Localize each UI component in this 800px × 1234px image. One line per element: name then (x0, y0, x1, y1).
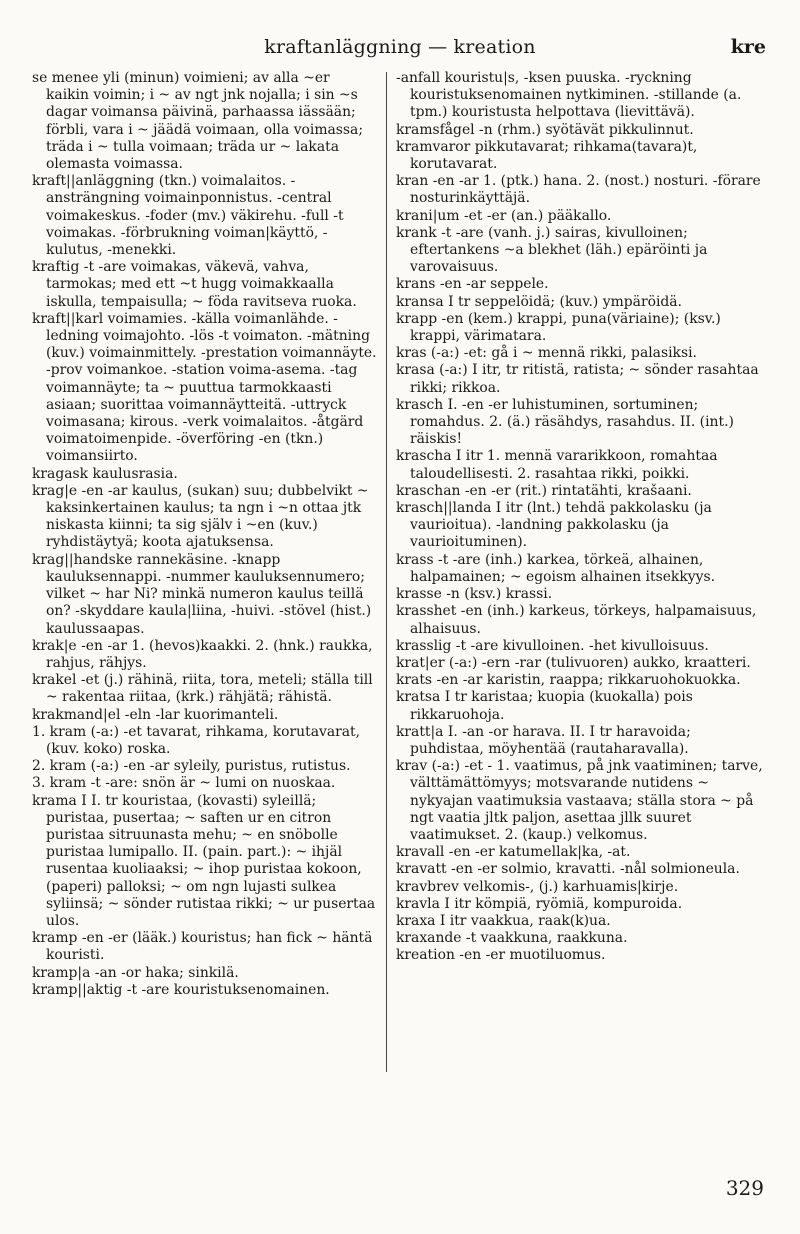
dictionary-entry: kran -en -ar 1. (ptk.) hana. 2. (nost.) nosturi. -förare nosturinkäyttäjä. (396, 173, 761, 207)
dictionary-entry: krasch I. -en -er luhistuminen, sortuminen; romahdus. 2. (ä.) räsähdys, rasahdus. II. (int.) räiskis! (396, 396, 734, 448)
dictionary-entry: kraxande -t vaakkuna, raakkuna. (396, 930, 628, 947)
dictionary-entry: krasse -n (ksv.) krassi. (396, 586, 553, 603)
page-number: 329 (725, 1176, 764, 1200)
dictionary-entry: krakel -et (j.) rähinä, riita, tora, meteli; ställa till ~ rakentaa riitaa, (krk.) rähjätä; rähistä. (32, 672, 373, 706)
dictionary-entry: krans -en -ar seppele. (396, 276, 549, 293)
dictionary-entry: krat|er (-a:) -ern -rar (tulivuoren) aukko, kraatteri. (396, 654, 751, 671)
dictionary-entry: kratt|a I. -an -or harava. II. I tr haravoida; puhdistaa, möyhentää (rautaharavalla). (396, 723, 691, 757)
dictionary-entry: kramvaror pikkutavarat; rihkama(tavara)t, korutavarat. (396, 138, 698, 173)
dictionary-entry: krasslig -t -are kivulloinen. -het kivulloisuus. (396, 637, 709, 654)
left-column (32, 70, 377, 1070)
dictionary-entry: kravbrev velkomis-, (j.) karhuamis|kirje. (396, 878, 679, 895)
dictionary-entry: kransa I tr seppelöidä; (kuv.) ympäröidä. (396, 293, 682, 310)
dictionary-entry: krakmand|el -eln -lar kuorimanteli. (32, 706, 279, 723)
dictionary-entry: kras (-a:) -et: gå i ~ mennä rikki, palasiksi. (396, 345, 697, 362)
dictionary-entry: krasshet -en (inh.) karkeus, törkeys, halpamaisuus, alhaisuus. (396, 603, 757, 637)
dictionary-entry: kramp -en -er (lääk.) kouristus; han fick ~ häntä kouristi. (32, 930, 373, 964)
dictionary-entry: krascha I itr 1. mennä vararikkoon, romahtaa taloudellisesti. 2. rasahtaa rikki, poikki. (396, 448, 718, 482)
dictionary-entry: kravatt -en -er solmio, kravatti. -nål solmioneula. (396, 861, 740, 878)
dictionary-entry: kravla I itr kömpiä, ryömiä, kompuroida. (396, 895, 683, 912)
right-column (396, 70, 766, 1070)
dictionary-entry: 3. kram -t -are: snön är ~ lumi on nuoskaa. (32, 775, 336, 792)
dictionary-entry: kreation -en -er muotiluomus. (396, 947, 606, 964)
dictionary-entry: krapp -en (kem.) krappi, puna(väriaine); (ksv.) krappi, värimatara. (396, 310, 721, 345)
dictionary-entry: krasch||landa I itr (lnt.) tehdä pakkolasku (ja vaurioitua). -landning pakkolasku (ja vaurioituminen). (396, 500, 712, 551)
dictionary-entry: se menee yli (minun) voimieni; av alla ~er kaikin voimin; i ~ av ngt jnk nojalla; i sin ~s dagar voimansa päivinä, parhaassa iässään; förbli, vara i ~ jäädä voimaan, olla voimassa; träda i ~ tulla voimaan; träda ur ~ lakata olemasta voimassa. (32, 70, 364, 173)
dictionary-entry: krak|e -en -ar 1. (hevos)kaakki. 2. (hnk.) raukka, rahjus, rähjys. (32, 637, 373, 671)
dictionary-entry: krats -en -ar karistin, raappa; rikkaruohokuokka. (396, 672, 741, 689)
dictionary-entry: krav (-a:) -et - 1. vaatimus, på jnk vaatiminen; tarve, välttämättömyys; motsvarande nutidens ~ nykyajan vaatimuksia vastaava; ställa stora ~ på ngt vaatia jltk paljon, asettaa jllk suuret vaatimukset. 2. (kaup.) velkomus. (396, 758, 763, 843)
dictionary-entry: kraschan -en -er (rit.) rintatähti, krašaani. (396, 482, 692, 499)
dictionary-entry: 1. kram (-a:) -et tavarat, rihkama, korutavarat, (kuv. koko) roska. (32, 723, 361, 757)
dictionary-entry: kraxa I itr vaakkua, raak(k)ua. (396, 912, 611, 929)
dictionary-entry: krag||handske rannekäsine. -knapp kauluksennappi. -nummer kauluksennumero; vilket ~ har Ni? minkä numeron kaulus teillä on? -skyddare kaula|liina, -huivi. -stövel (hist.) kaulussaapas. (32, 551, 372, 637)
dictionary-entry: krass -t -are (inh.) karkea, törkeä, alhainen, halpamainen; ~ egoism alhainen itsekkyys. (396, 551, 716, 585)
dictionary-entry: krag|e -en -ar kaulus, (sukan) suu; dubbelvikt ~ kaksinkertainen kaulus; ta ngn i ~n ottaa jtk niskasta kiinni; ta sig själv i ~en (kuv.) ryhdistäytyä; koota ajatuksensa. (32, 482, 369, 551)
header-title: kraftanläggning — kreation (264, 36, 536, 58)
dictionary-entry: krama I I. tr kouristaa, (kovasti) syleillä; puristaa, pusertaa; ~ saften ur en citron puristaa sitruunasta mehu; ~ en snöbolle puristaa lumipallo. II. (pain. part.): ~ ihjäl rusentaa kuoliaaksi; ~ ihop puristaa kokoon, (paperi) palloksi; ~ om ngn lujasti sulkea syliinsä; ~ sönder rutistaa rikki; ~ ur pusertaa ulos. (32, 792, 376, 929)
column-divider (386, 72, 387, 1072)
guide-word: kre (730, 36, 766, 58)
dictionary-entry: kramp|a -an -or haka; sinkilä. (32, 964, 239, 981)
dictionary-entry: krasa (-a:) I itr, tr ritistä, ratista; ~ sönder rasahtaa rikki; rikkoa. (396, 362, 759, 396)
dictionary-entry: kravall -en -er katumellak|ka, -at. (396, 844, 631, 861)
dictionary-entry: krank -t -are (vanh. j.) sairas, kivulloinen; eftertankens ~a blekhet (läh.) epäröinti ja varovaisuus. (396, 224, 708, 276)
dictionary-entry: kragask kaulusrasia. (32, 465, 178, 482)
dictionary-entry: kramp||aktig -t -are kouristuksenomainen. (32, 981, 330, 998)
dictionary-entry: krani|um -et -er (an.) pääkallo. (396, 207, 612, 224)
dictionary-entry: kraftig -t -are voimakas, väkevä, vahva, tarmokas; med ett ~t hugg voimakkaalla iskulla, tempaisulla; ~ föda ravitseva ruoka. (32, 259, 357, 310)
dictionary-entry: -anfall kouristu|s, -ksen puuska. -ryckning kouristuksenomainen nytkiminen. -stillande (a. tpm.) kouristusta helpottava (lievittävä). (396, 70, 742, 121)
dictionary-entry: 2. kram (-a:) -en -ar syleily, puristus, rutistus. (32, 758, 351, 775)
dictionary-entry: kraft||anläggning (tkn.) voimalaitos. -ansträngning voimainponnistus. -central voimakeskus. -foder (mv.) väkirehu. -full -t voimakas. -förbrukning voiman|käyttö, -kulutus, -menekki. (32, 173, 344, 259)
running-header (34, 36, 766, 64)
dictionary-entry: kraft||karl voimamies. -källa voimanlähde. -ledning voimajohto. -lös -t voimaton. -mätning (kuv.) voimainmittely. -prestation voimannäyte. -prov voimankoe. -station voima-asema. -tag voimannäyte; ta ~ puuttua tarmokkaasti asiaan; suorittaa voimannäytteitä. -uttryck voimasana; kirous. -verk voimalaitos. -åtgärd voimatoimenpide. -överföring -en (tkn.) voimansiirto. (32, 310, 377, 465)
dictionary-entry: kratsa I tr karistaa; kuopia (kuokalla) pois rikkaruohoja. (396, 689, 693, 723)
dictionary-entry: kramsfågel -n (rhm.) syötävät pikkulinnut. (396, 121, 694, 138)
